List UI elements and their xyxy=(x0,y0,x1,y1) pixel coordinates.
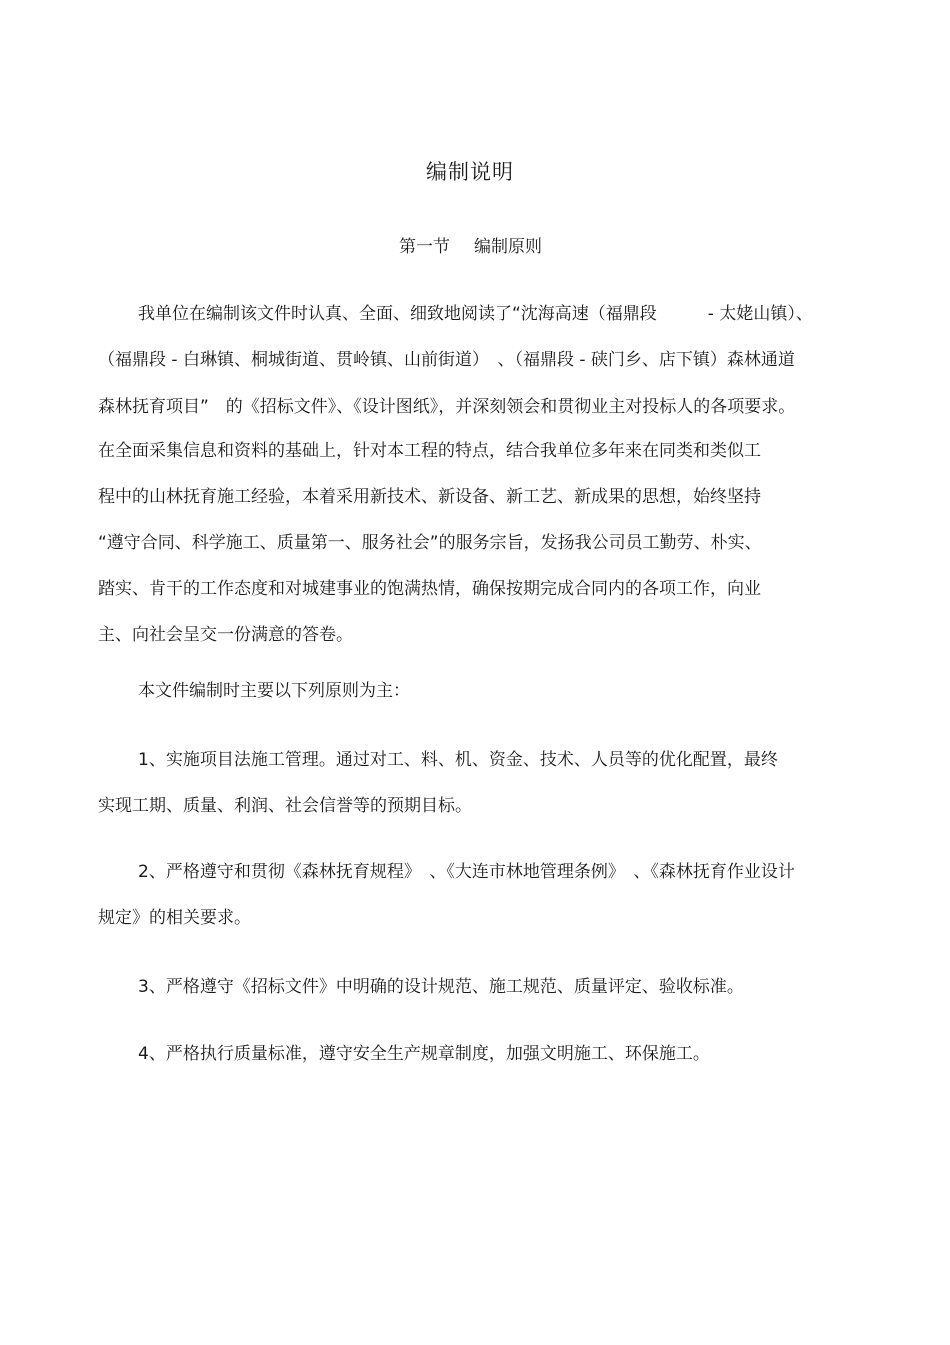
section-number: 第一节 xyxy=(399,237,450,257)
intro-line-1: 我单位在编制该文件时认真、全面、细致地阅读了“沈海高速（福鼎段 - 太姥山镇）、 xyxy=(138,304,813,324)
intro-line-5: 程中的山林抚育施工经验，本着采用新技术、新设备、新工艺、新成果的思想，始终坚持 xyxy=(98,487,761,507)
intro-line-6: “遵守合同、科学施工、质量第一、服务社会”的服务宗旨，发扬我公司员工勤劳、朴实、 xyxy=(98,533,762,553)
intro-line-3: 森林抚育项目” 的《招标文件》、《设计图纸》，并深刻领会和贯彻业主对投标人的各项要求。 xyxy=(98,397,796,417)
intro-line-4: 在全面采集信息和资料的基础上，针对本工程的特点，结合我单位多年来在同类和类似工 xyxy=(98,441,761,461)
principle-line: 2、严格遵守和贯彻《森林抚育规程》 、《大连市林地管理条例》 、《森林抚育作业设计 xyxy=(138,862,795,882)
principle-line: 实现工期、质量、利润、社会信誉等的预期目标。 xyxy=(98,796,472,816)
document-title: 编制说明 xyxy=(426,160,514,184)
intro-line-8: 主、向社会呈交一份满意的答卷。 xyxy=(98,625,353,645)
intro-line-7: 踏实、肯干的工作态度和对城建事业的饱满热情，确保按期完成合同内的各项工作，向业 xyxy=(98,579,761,599)
principle-line: 3、严格遵守《招标文件》中明确的设计规范、施工规范、质量评定、验收标准。 xyxy=(138,977,744,997)
principle-line: 4、严格执行质量标准，遵守安全生产规章制度，加强文明施工、环保施工。 xyxy=(138,1044,710,1064)
intro-line-2: （福鼎段 - 白琳镇、桐城街道、贯岭镇、山前街道） 、（福鼎段 - 硖门乡、店下镇）森林通道 xyxy=(98,350,795,370)
principle-line: 1、实施项目法施工管理。通过对工、料、机、资金、技术、人员等的优化配置，最终 xyxy=(138,750,778,770)
principle-line: 规定》的相关要求。 xyxy=(98,908,251,928)
section-name: 编制原则 xyxy=(474,237,542,257)
section-heading xyxy=(399,236,542,258)
principles-intro: 本文件编制时主要以下列原则为主： xyxy=(138,681,410,701)
